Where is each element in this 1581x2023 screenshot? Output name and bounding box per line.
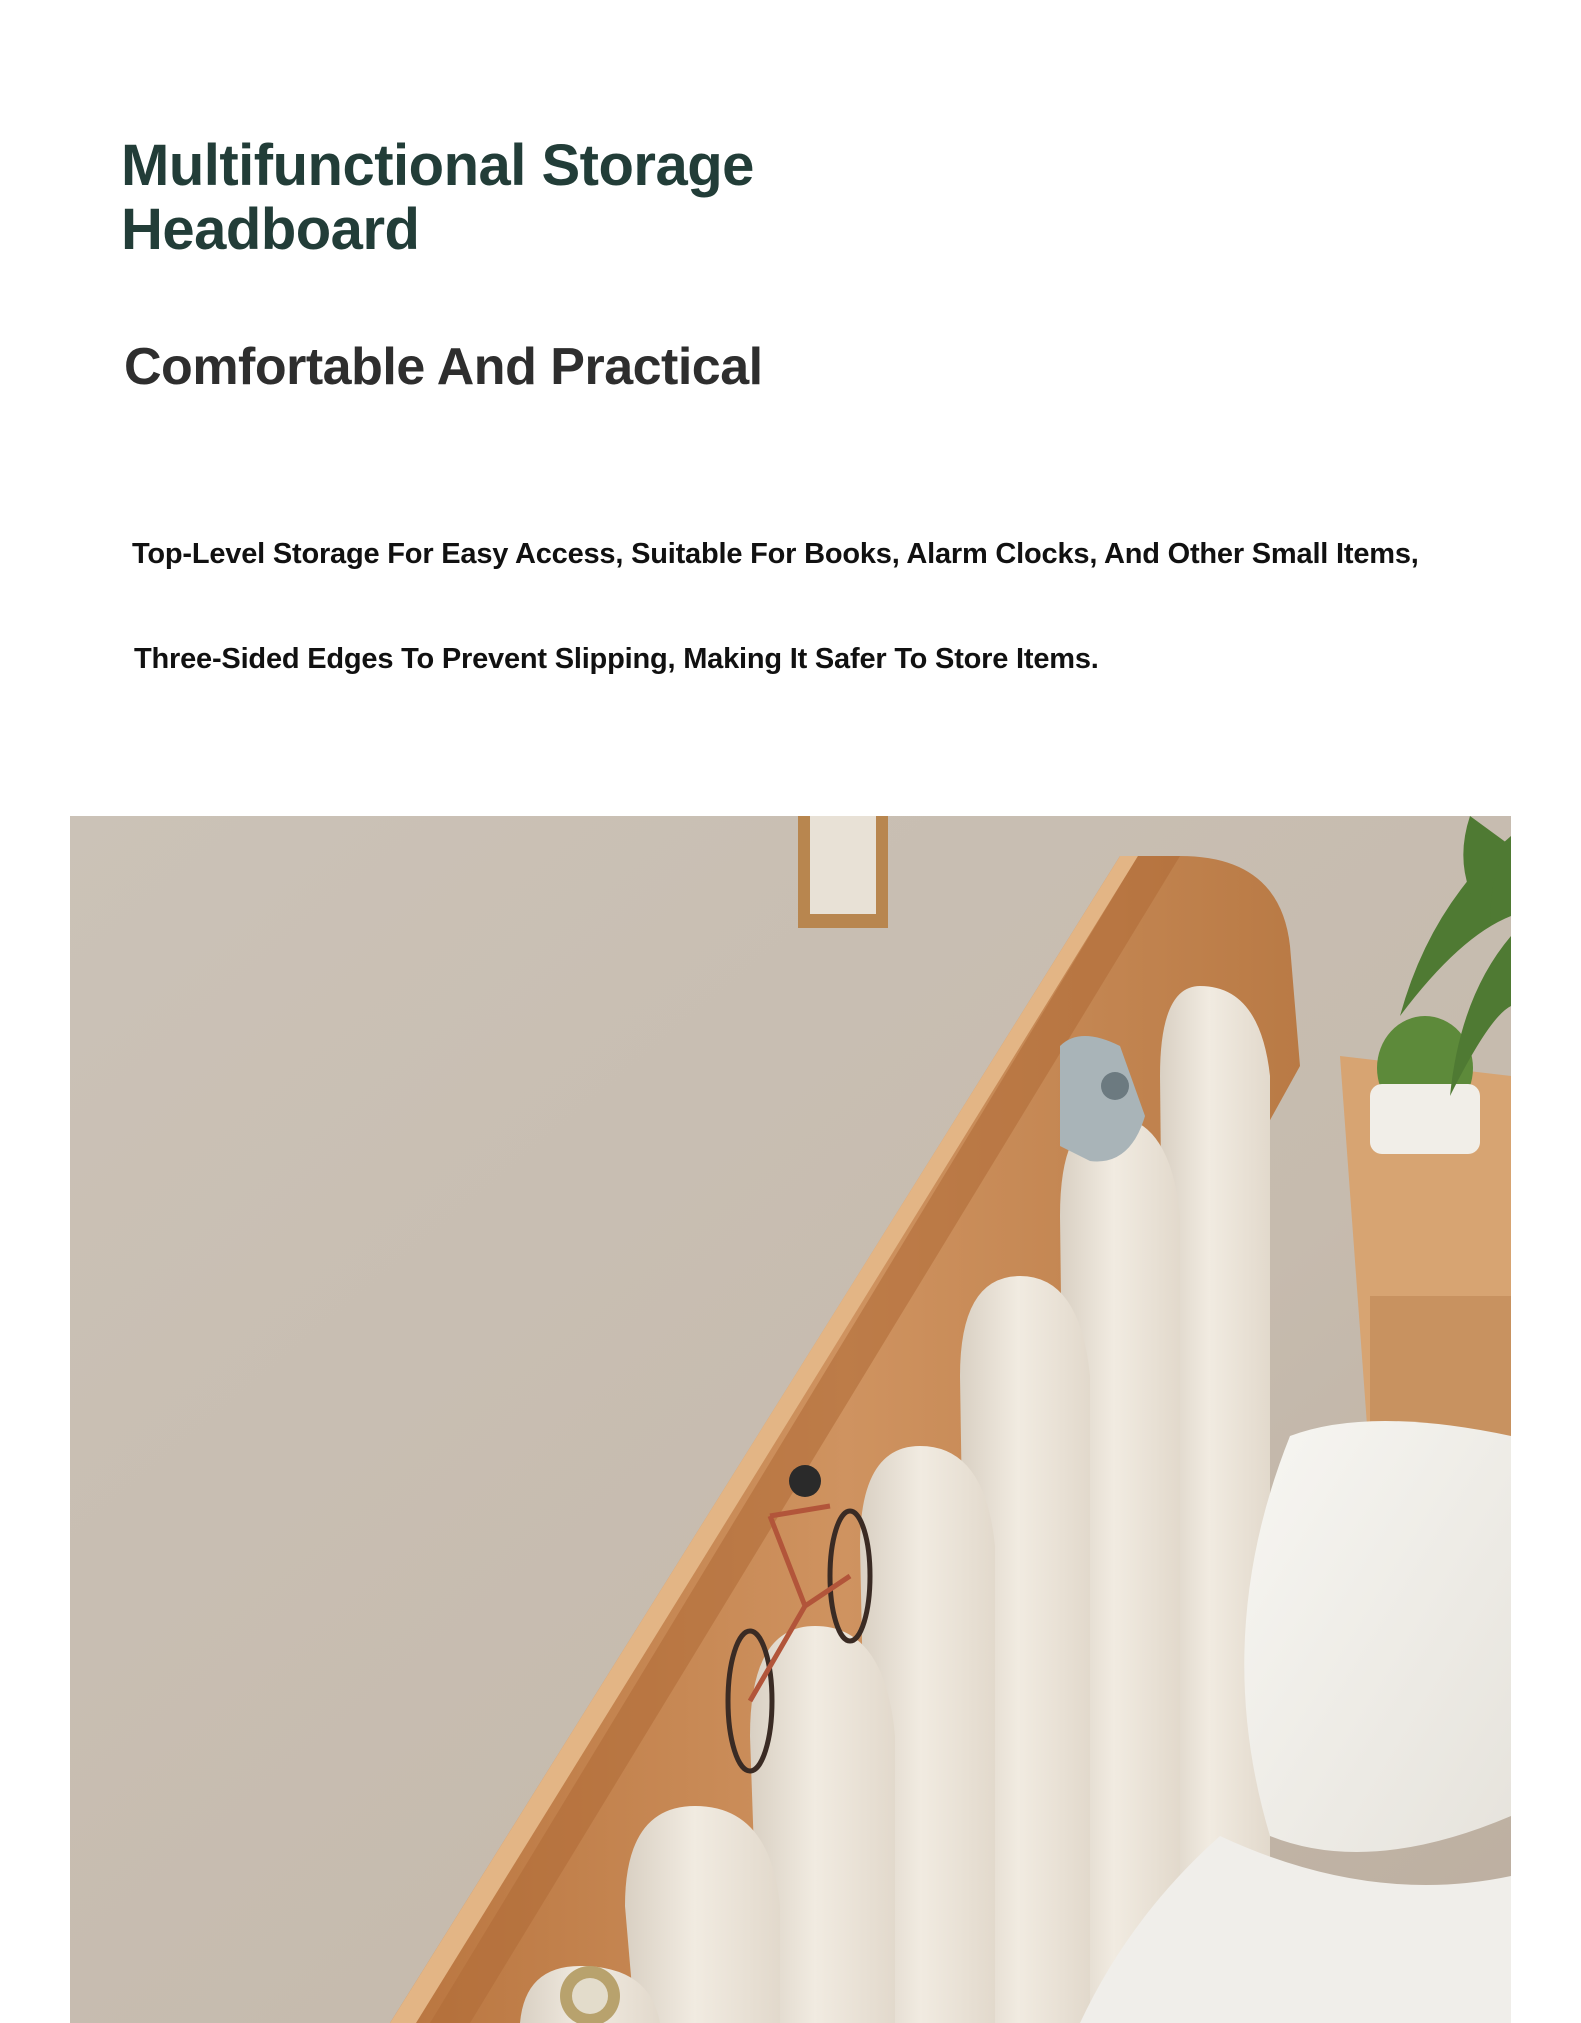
product-photo bbox=[70, 816, 1511, 2023]
product-title: Multifunctional Storage Headboard bbox=[121, 133, 754, 262]
picture-frame bbox=[798, 816, 888, 928]
headboard-illustration bbox=[70, 816, 1511, 2023]
product-subtitle: Comfortable And Practical bbox=[124, 338, 763, 396]
feature-description-line-1: Top-Level Storage For Easy Access, Suitable For Books, Alarm Clocks, And Other Small Items, bbox=[132, 538, 1419, 570]
feature-description-line-2: Three-Sided Edges To Prevent Slipping, Making It Safer To Store Items. bbox=[134, 643, 1099, 675]
product-text-section bbox=[0, 0, 1581, 800]
